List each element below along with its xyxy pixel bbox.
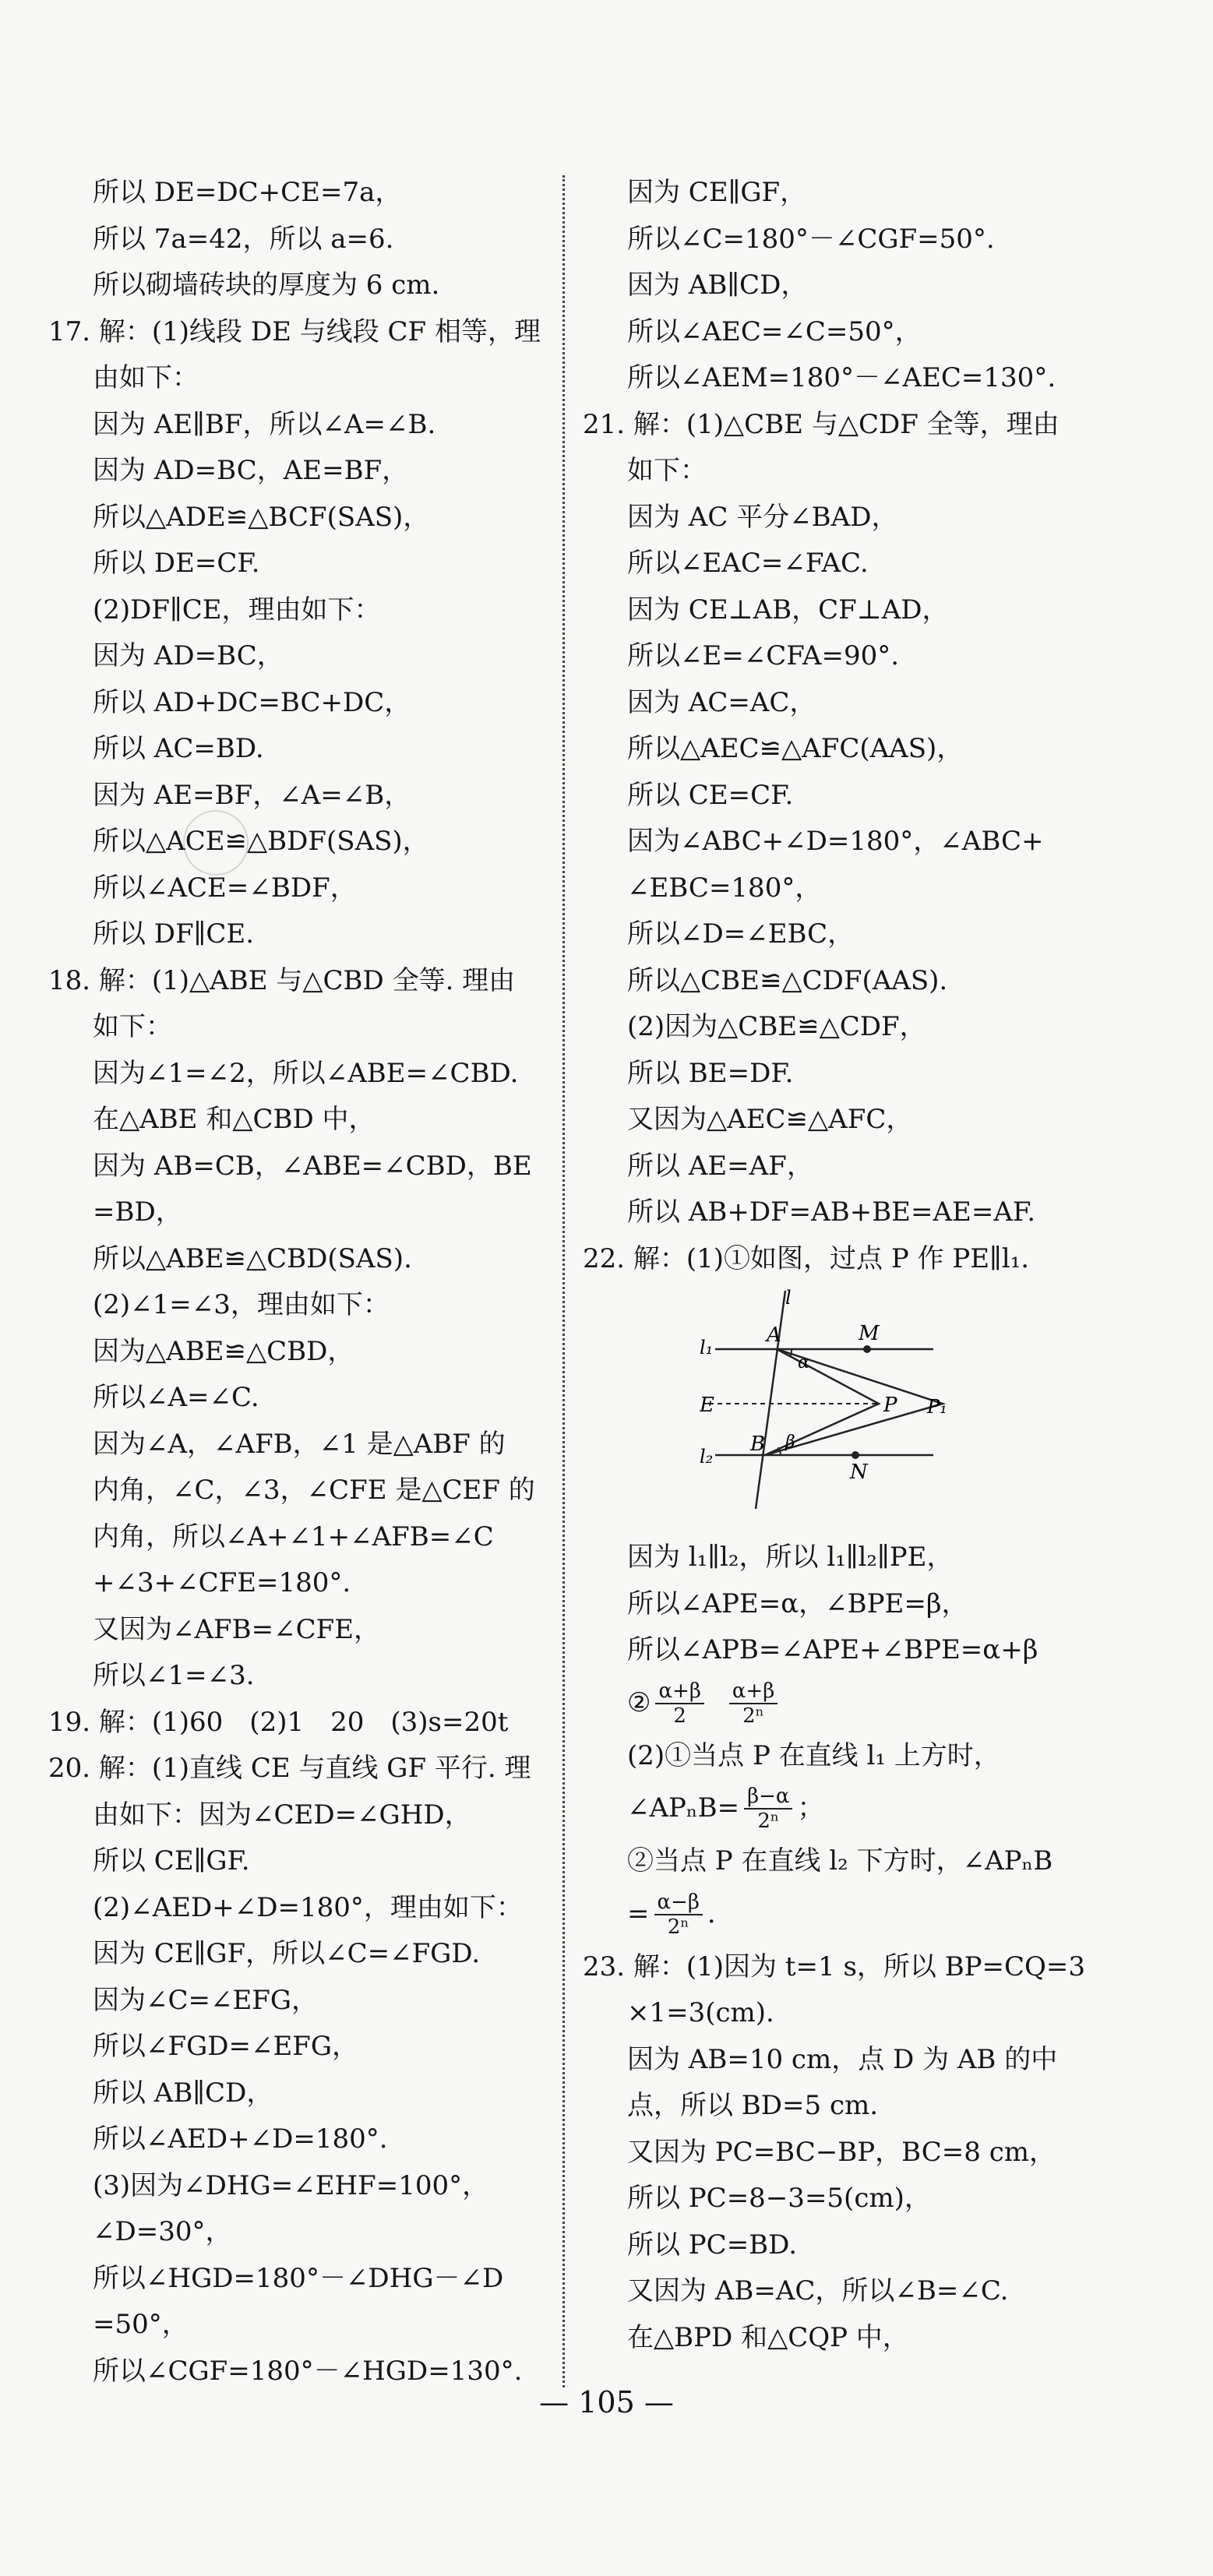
fraction-line-2-prefix: ∠APₙB=	[627, 1792, 740, 1824]
text-line: 所以 DE=DC+CE=7a，	[93, 177, 402, 208]
text-line: 20. 解：(1)直线 CE 与直线 GF 平行. 理	[48, 1753, 531, 1784]
text-line: 所以∠EAC=∠FAC.	[627, 548, 869, 579]
text-line: 因为 AB∥CD，	[627, 270, 808, 301]
text-line: 22. 解：(1)①如图，过点 P 作 PE∥l₁.	[583, 1242, 1030, 1274]
right-bottom-block	[583, 1944, 1175, 2362]
text-line: 所以 7a=42，所以 a=6.	[93, 223, 394, 255]
label-a: A	[767, 1323, 781, 1347]
text-line: 18. 解：(1)△ABE 与△CBD 全等. 理由	[48, 964, 516, 996]
text-line: =50°，	[93, 2309, 189, 2340]
text-line: 所以∠AEC=∠C=50°，	[627, 315, 922, 347]
text-line: 所以 AD+DC=BC+DC，	[93, 686, 411, 718]
text-line: 因为 AB=10 cm，点 D 为 AB 的中	[627, 2043, 1058, 2075]
text-line: ×1=3(cm).	[627, 1997, 774, 2028]
text-line: 因为∠1=∠2，所以∠ABE=∠CBD.	[93, 1057, 519, 1089]
fraction-line-2-suffix: ；	[797, 1792, 824, 1824]
text-line: 因为 AD=BC，AE=BF，	[93, 455, 409, 486]
text-line: 所以 DE=CF.	[93, 548, 260, 579]
fraction-b-den: 2ⁿ	[742, 1704, 764, 1728]
text-line: 因为 CE∥GF，	[627, 177, 807, 208]
text-line: 因为∠A，∠AFB，∠1 是△ABF 的	[93, 1428, 506, 1460]
text-line: 因为△ABE≌△CBD，	[93, 1335, 354, 1367]
text-line: 又因为 PC=BC−BP，BC=8 cm，	[627, 2136, 1056, 2168]
text-line: 又因为△AEC≌△AFC，	[627, 1104, 913, 1135]
text-line: 所以 PC=BD.	[627, 2229, 798, 2261]
text-line: 所以∠APE=α，∠BPE=β，	[627, 1588, 968, 1619]
fraction-line-1	[583, 1674, 1175, 1733]
fraction-line-2	[583, 1779, 1175, 1838]
circled-2: ②	[627, 1686, 651, 1718]
text-line: 如下：	[93, 1011, 172, 1042]
text-line: (3)因为∠DHG=∠EHF=100°，	[93, 2169, 489, 2201]
text-line: 所以△ADE≌△BCF(SAS)，	[93, 501, 430, 533]
fraction-line-3	[583, 1885, 1175, 1944]
text-line: 所以 CE∥GF.	[93, 1845, 250, 1876]
label-b: B	[750, 1432, 766, 1456]
fraction-c	[744, 1785, 792, 1833]
text-line: 所以∠APB=∠APE+∠BPE=α+β	[627, 1634, 1038, 1665]
text-line: ②当点 P 在直线 l₂ 下方时，∠APₙB	[627, 1845, 1053, 1876]
text-line: 所以 AB+DF=AB+BE=AE=AF.	[627, 1196, 1036, 1228]
text-line: 所以∠1=∠3.	[93, 1660, 255, 1691]
text-line: 在△BPD 和△CQP 中，	[627, 2321, 909, 2353]
point-m	[863, 1345, 871, 1353]
text-line: 因为 AC 平分∠BAD，	[627, 501, 898, 533]
text-line: 内角，所以∠A+∠1+∠AFB=∠C	[93, 1521, 494, 1552]
text-line: 19. 解：(1)60 (2)1 20 (3)s=20t	[48, 1706, 509, 1738]
text-line: (2)DF∥CE，理由如下：	[93, 594, 381, 625]
fraction-a	[655, 1679, 703, 1728]
text-line: 因为∠C=∠EFG，	[93, 1984, 319, 2016]
text-line: 所以∠C=180°－∠CGF=50°.	[627, 223, 995, 255]
label-l1: l₁	[700, 1337, 714, 1358]
label-l: l	[785, 1287, 792, 1309]
fraction-a-den: 2	[673, 1704, 686, 1728]
text-line: ∠EBC=180°，	[627, 872, 822, 904]
text-line: 由如下：	[93, 362, 199, 393]
text-line: 所以∠ACE=∠BDF，	[93, 872, 357, 904]
text-line: 所以△CBE≌△CDF(AAS).	[627, 964, 948, 996]
text-line: 所以∠E=∠CFA=90°.	[627, 640, 900, 671]
text-line: 21. 解：(1)△CBE 与△CDF 全等，理由	[583, 408, 1060, 440]
parallel-lines-figure	[583, 1287, 1175, 1528]
text-line: 所以∠AED+∠D=180°.	[93, 2123, 388, 2155]
point-n	[852, 1451, 859, 1459]
text-line: 所以∠HGD=180°－∠DHG－∠D	[93, 2262, 504, 2294]
text-line: (2)因为△CBE≌△CDF，	[627, 1011, 926, 1042]
label-beta: β	[785, 1432, 795, 1452]
text-line: 所以△ACE≌△BDF(SAS)，	[93, 826, 429, 857]
fraction-c-num: β−α	[744, 1785, 792, 1810]
fraction-d-den: 2ⁿ	[667, 1915, 689, 1939]
page-number: — 105 —	[539, 2385, 674, 2419]
text-line: 所以∠A=∠C.	[93, 1382, 259, 1413]
text-line: 因为 AE=BF，∠A=∠B，	[93, 779, 411, 811]
fraction-d	[654, 1891, 703, 1939]
right-column	[583, 170, 1175, 2361]
text-line: 17. 解：(1)线段 DE 与线段 CF 相等，理	[48, 315, 541, 347]
fraction-d-num: α−β	[654, 1891, 703, 1915]
text-line: 由如下：因为∠CED=∠GHD，	[93, 1799, 471, 1831]
text-line: 所以△AEC≌△AFC(AAS)，	[627, 733, 964, 764]
text-line: 点，所以 BD=5 cm.	[627, 2090, 879, 2121]
geometry-diagram	[700, 1287, 949, 1521]
text-line: =BD，	[93, 1196, 182, 1228]
text-line: 23. 解：(1)因为 t=1 s，所以 BP=CQ=3	[583, 1951, 1086, 1982]
text-line: 因为 AD=BC，	[93, 640, 284, 671]
right-top-block	[583, 170, 1175, 1282]
fraction-a-num: α+β	[655, 1679, 703, 1704]
fraction-c-den: 2ⁿ	[757, 1810, 780, 1833]
label-l2: l₂	[700, 1446, 714, 1468]
text-line: (2)∠AED+∠D=180°，理由如下：	[93, 1891, 523, 1923]
text-line: 所以 AB∥CD，	[93, 2077, 273, 2109]
text-line: 因为 AE∥BF，所以∠A=∠B.	[93, 408, 436, 440]
text-line: 所以 AC=BD.	[93, 733, 264, 764]
text-line: 如下：	[627, 455, 707, 486]
text-line: 所以 BE=DF.	[627, 1057, 794, 1089]
text-line: 所以∠AEM=180°－∠AEC=130°.	[627, 362, 1056, 393]
text-line: 所以 DF∥CE.	[93, 918, 255, 950]
text-line: 所以 CE=CF.	[627, 779, 794, 811]
label-n: N	[850, 1461, 868, 1484]
label-m: M	[859, 1322, 880, 1345]
label-p1: P₁	[927, 1396, 947, 1418]
text-line: 所以砌墙砖块的厚度为 6 cm.	[93, 270, 440, 301]
text-line: 所以 PC=8−3=5(cm)，	[627, 2183, 931, 2214]
fraction-b	[729, 1679, 778, 1728]
text-line: (2)∠1=∠3，理由如下：	[93, 1289, 390, 1320]
right-mid-block	[583, 1535, 1175, 1674]
text-line: 因为 AB=CB，∠ABE=∠CBD，BE	[93, 1150, 532, 1182]
text-line: 因为 AC=AC，	[627, 686, 816, 718]
text-line: (2)①当点 P 在直线 l₁ 上方时，	[627, 1739, 1000, 1771]
text-line: 所以∠CGF=180°－∠HGD=130°.	[93, 2355, 523, 2387]
text-line: 又因为 AB=AC，所以∠B=∠C.	[627, 2275, 1009, 2306]
text-line: 所以△ABE≌△CBD(SAS).	[93, 1242, 412, 1274]
left-column	[48, 170, 559, 2395]
label-e: E	[700, 1394, 714, 1417]
text-line: 因为 l₁∥l₂，所以 l₁∥l₂∥PE，	[627, 1542, 954, 1573]
text-line: 在△ABE 和△CBD 中，	[93, 1104, 376, 1135]
fraction-b-num: α+β	[729, 1679, 778, 1704]
text-line: 又因为∠AFB=∠CFE，	[93, 1613, 381, 1645]
fraction-line-3-suffix: .	[707, 1898, 716, 1929]
text-line: 所以 AE=AF，	[627, 1150, 813, 1182]
text-line: 所以∠D=∠EBC，	[627, 918, 855, 950]
text-line: 所以∠FGD=∠EFG，	[93, 2031, 359, 2062]
text-line: 因为 CE⊥AB，CF⊥AD，	[627, 594, 949, 625]
text-line: 因为∠ABC+∠D=180°，∠ABC+	[627, 826, 1044, 857]
fraction-line-3-prefix: =	[627, 1898, 650, 1929]
text-line: 因为 CE∥GF，所以∠C=∠FGD.	[93, 1938, 481, 1969]
text-line: ∠D=30°，	[93, 2216, 232, 2247]
label-alpha: α	[798, 1353, 809, 1373]
column-divider	[562, 175, 565, 2387]
text-line: 内角，∠C，∠3，∠CFE 是△CEF 的	[93, 1475, 535, 1506]
text-line: +∠3+∠CFE=180°.	[93, 1567, 351, 1598]
label-p: P	[883, 1394, 897, 1417]
